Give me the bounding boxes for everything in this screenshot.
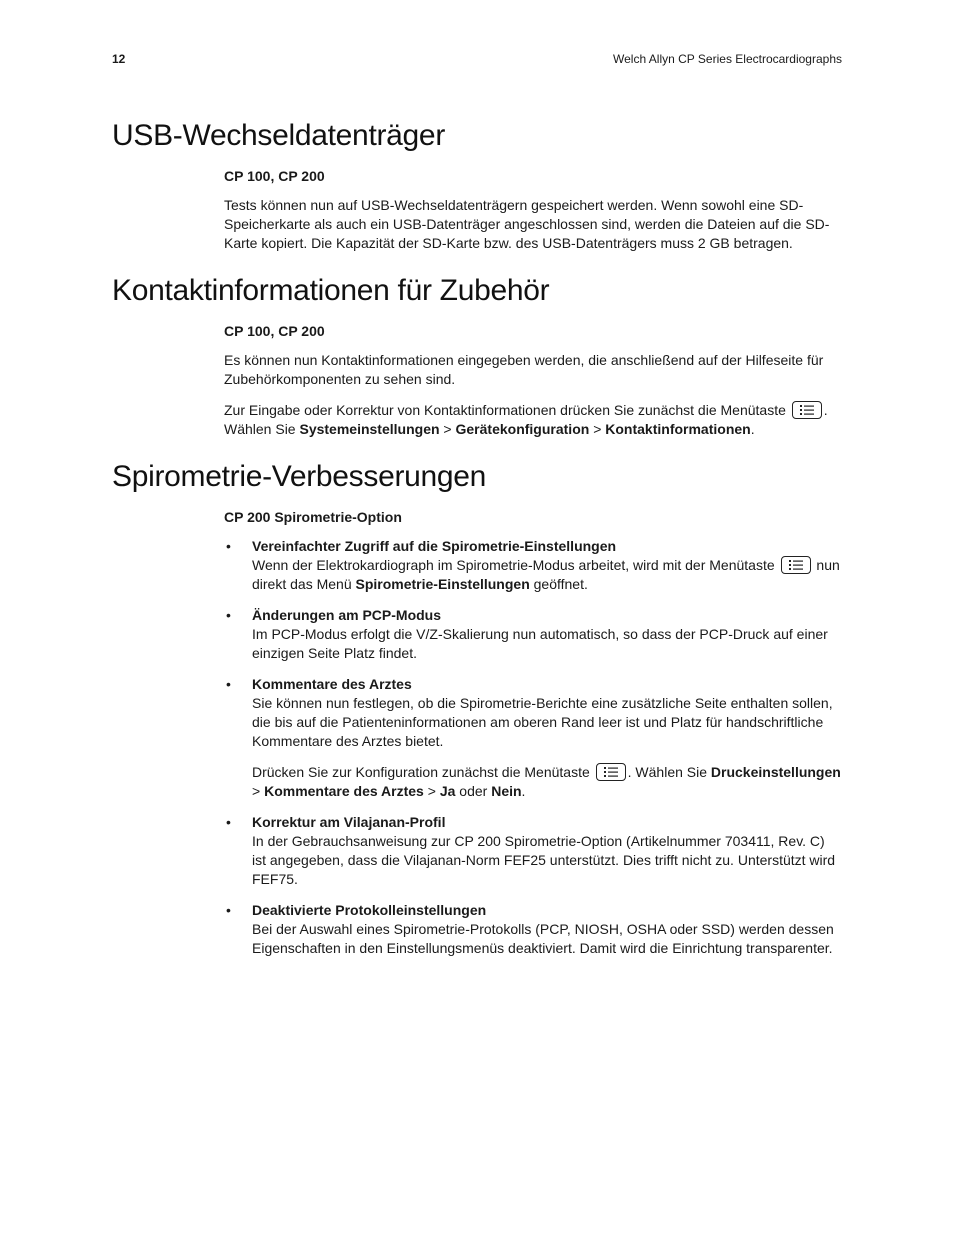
section-title-spiro: Spirometrie-Verbesserungen [112,460,487,493]
list-item: • Deaktivierte Protokolleinstellungen Bei der Auswahl eines Spirometrie-Protokolls (PCP, NIOSH, OSHA oder SSD) werden dessen Eigenschaften in den Einstellungsmenüs deaktiviert. Damit wird die Einrichtung transparenter. [226,902,834,956]
section-subtitle-contact: CP 100, CP 200 [224,323,325,339]
list-item: • Vereinfachter Zugriff auf die Spirometrie-Einstellungen Wenn der Elektrokardiograph im Spirometrie-Modus arbeitet, wird mit der Menütaste nun direkt das Menü Spirometrie-Einstellungen geöffnet. [226,538,840,592]
page-number: 12 [112,52,126,66]
spiro-list [224,537,842,958]
section-spiro [112,457,842,958]
section-title-usb: USB-Wechseldatenträger [112,119,446,152]
page-header [112,52,842,72]
list-item: • Änderungen am PCP-Modus Im PCP-Modus erfolgt die V/Z-Skalierung nun automatisch, so dass der PCP-Druck auf einer einzigen Seite Platz findet. [226,607,828,661]
usb-body: Tests können nun auf USB-Wechseldatenträgern gespeichert werden. Wenn sowohl eine SD-Speicherkarte als auch ein USB-Datenträger angeschlossen sind, werden die Dateien auf die SD-Karte kopiert. Die Kapazität der SD-Karte bzw. des USB-Datenträgers muss 2 GB betragen. [224,197,830,251]
list-item: • Korrektur am Vilajanan-Profil In der Gebrauchsanweisung zur CP 200 Spirometrie-Option (Artikelnummer 703411, Rev. C) ist angegeben, dass die Vilajanan-Norm FEF25 unterstützt. Dies trifft nicht zu. Unterstützt wird FEF75. [226,814,836,887]
contact-body: Es können nun Kontaktinformationen eingegeben werden, die anschließend auf der Hilfeseite für Zubehörkomponenten zu sehen sind. [224,352,824,387]
section-subtitle-spiro: CP 200 Spirometrie-Option [224,509,402,525]
list-item: • Kommentare des Arztes Sie können nun festlegen, ob die Spirometrie-Berichte eine zusätzliche Seite enthalten sollen, die bis auf die Patienteninformationen am oberen Rand leer ist und Platz für handschriftliche Kommentare des Arztes bietet. Drücken Sie zur Konfiguration zunächst die Menütaste . Wählen Sie Druckeinstellungen > Kommentare des Arztes > Ja oder Nein. [226,676,841,799]
section-subtitle-usb: CP 100, CP 200 [224,168,325,184]
menu-key-icon [781,556,811,574]
menu-key-icon [596,763,626,781]
section-contact [112,271,842,439]
contact-instructions: Zur Eingabe oder Korrektur von Kontaktinformationen drücken Sie zunächst die Menütaste . Wählen Sie Systemeinstellungen > Gerätekonfiguration > Kontaktinformationen. [224,402,828,437]
menu-key-icon [792,401,822,419]
document-title: Welch Allyn CP Series Electrocardiographs [613,52,842,66]
page-content [112,116,842,976]
section-title-contact: Kontaktinformationen für Zubehör [112,274,550,307]
section-usb [112,116,842,253]
